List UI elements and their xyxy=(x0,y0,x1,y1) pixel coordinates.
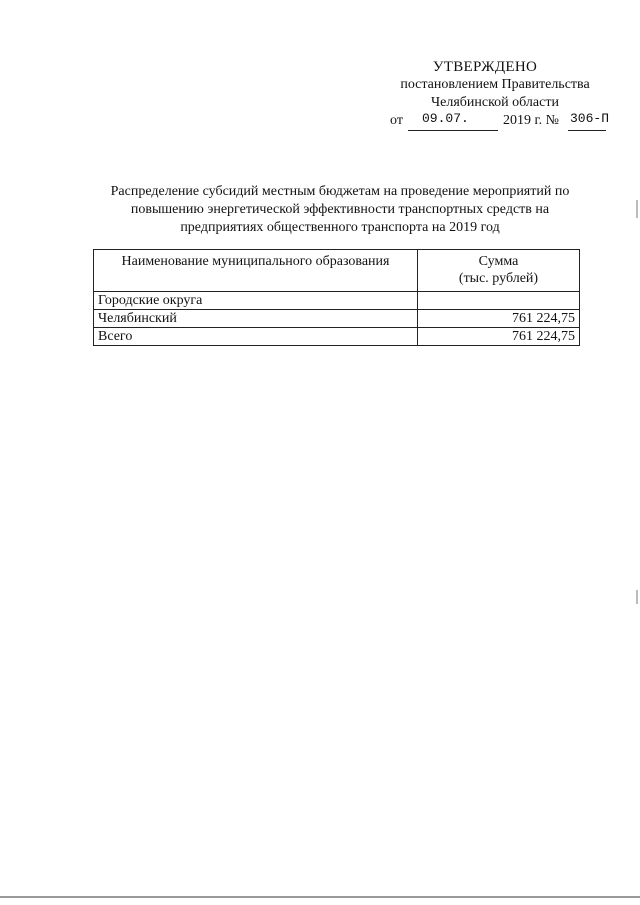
table-row xyxy=(94,292,580,310)
row-name: Городские округа xyxy=(94,292,418,310)
header-sum xyxy=(418,250,580,292)
table-row xyxy=(94,328,580,346)
header-municipality: Наименование муниципального образования xyxy=(94,250,418,292)
subsidy-table xyxy=(93,249,580,346)
title-line-1: Распределение субсидий местным бюджетам на проведение мероприятий по xyxy=(110,184,570,199)
header-sum-label: Сумма xyxy=(478,254,519,269)
approval-block xyxy=(380,58,610,132)
row-amount: 761 224,75 xyxy=(418,328,580,346)
year-text: 2019 г. № xyxy=(503,113,560,128)
approval-date-line xyxy=(380,112,610,132)
header-sum-unit: (тыс. рублей) xyxy=(458,271,539,286)
date-prefix: от xyxy=(390,113,403,128)
document-number: 306-П xyxy=(570,111,610,126)
document-title xyxy=(70,183,610,237)
date-value: 09.07. xyxy=(422,111,469,126)
scan-edge-mark xyxy=(636,200,638,218)
approval-line-region: Челябинской области xyxy=(431,95,559,110)
row-name: Всего xyxy=(94,328,418,346)
row-amount: 761 224,75 xyxy=(418,310,580,328)
title-line-2: повышению энергетической эффективности транспортных средств на xyxy=(130,202,550,217)
approval-line-resolution: постановлением Правительства xyxy=(400,77,590,92)
table-header-row xyxy=(94,250,580,292)
scan-edge-mark xyxy=(636,590,638,604)
row-name: Челябинский xyxy=(94,310,418,328)
approval-heading: УТВЕРЖДЕНО xyxy=(432,59,538,75)
scan-bottom-edge xyxy=(0,896,640,898)
table-row xyxy=(94,310,580,328)
row-amount xyxy=(418,292,580,310)
title-line-3: предприятиях общественного транспорта на 2019 год xyxy=(180,220,500,235)
